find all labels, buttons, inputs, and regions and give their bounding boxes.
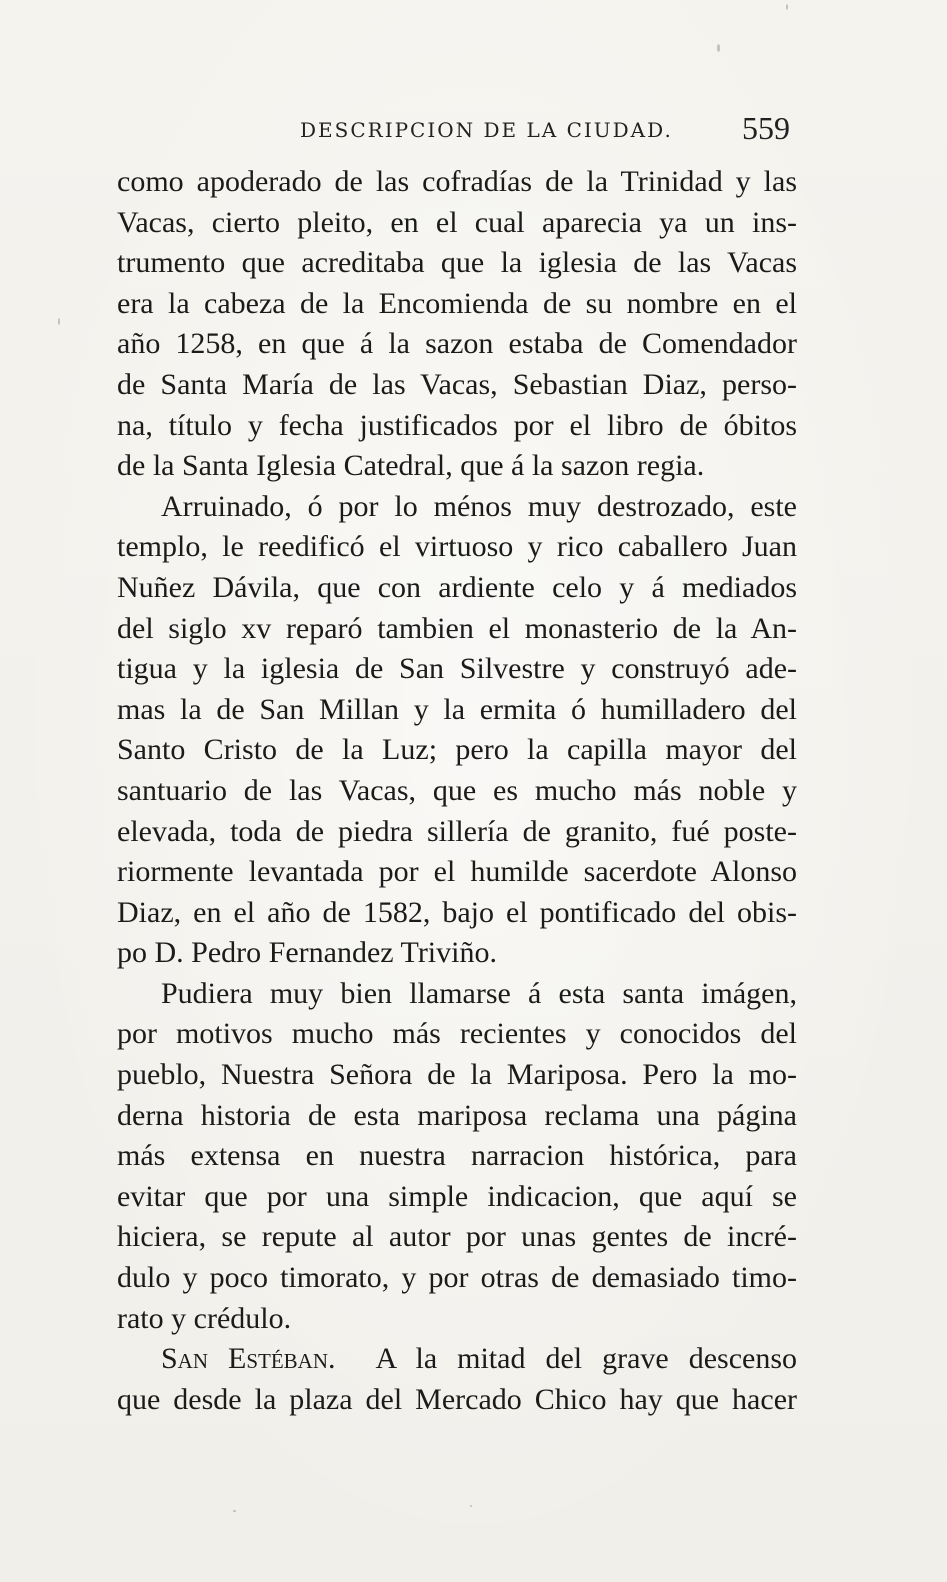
- paragraph-start: Arruinado, ó por lo ménos muy destrozado, este: [161, 489, 797, 523]
- text-line: trumento que acreditaba que la iglesia de las Vacas: [117, 246, 797, 280]
- text-line: Vacas, cierto pleito, en el cual aparecia ya un ins-: [117, 205, 797, 239]
- text-line: riormente levantada por el humilde sacerdote Alonso: [117, 855, 797, 889]
- section-start-line: [117, 1339, 797, 1380]
- text-line: hiciera, se repute al autor por unas gentes de incré-: [117, 1220, 797, 1254]
- paper-speck: [233, 1510, 236, 1512]
- paper-speck: [58, 318, 60, 325]
- text-line: de la Santa Iglesia Catedral, que á la sazon regia.: [117, 449, 705, 483]
- paragraph-start: Pudiera muy bien llamarse á esta santa imágen,: [161, 976, 797, 1010]
- text-line: dulo y poco timorato, y por otras de demasiado timo-: [117, 1261, 797, 1295]
- text-line: de Santa María de las Vacas, Sebastian Diaz, perso-: [117, 367, 797, 401]
- paper-speck: [470, 1505, 472, 1507]
- body-text: [117, 162, 797, 1420]
- text-line: pueblo, Nuestra Señora de la Mariposa. Pero la mo-: [117, 1058, 797, 1092]
- text-line: derna historia de esta mariposa reclama una página: [117, 1098, 797, 1132]
- text-line: tigua y la iglesia de San Silvestre y construyó ade-: [117, 652, 797, 686]
- text-line: del siglo xv reparó tambien el monasterio de la An-: [117, 611, 797, 645]
- text-line: evitar que por una simple indicacion, que aquí se: [117, 1179, 797, 1213]
- text-line: Nuñez Dávila, que con ardiente celo y á mediados: [117, 570, 797, 604]
- text-line: po D. Pedro Fernandez Triviño.: [117, 936, 497, 970]
- text-line: como apoderado de las cofradías de la Trinidad y las: [117, 165, 797, 198]
- text-line: más extensa en nuestra narracion histórica, para: [117, 1139, 797, 1173]
- text-line: era la cabeza de la Encomienda de su nombre en el: [117, 286, 797, 320]
- text-line: Santo Cristo de la Luz; pero la capilla mayor del: [117, 733, 797, 767]
- text-line: mas la de San Millan y la ermita ó humilladero del: [117, 692, 797, 726]
- text-line: por motivos mucho más recientes y conocidos del: [117, 1017, 797, 1051]
- paper-speck: [717, 44, 720, 52]
- running-title: DESCRIPCION DE LA CIUDAD.: [300, 118, 673, 142]
- section-text: A la mitad del grave descenso: [375, 1342, 797, 1376]
- text-line: templo, le reedificó el virtuoso y rico caballero Juan: [117, 530, 797, 564]
- text-line: que desde la plaza del Mercado Chico hay que hacer: [117, 1382, 797, 1416]
- page-number: 559: [742, 110, 790, 146]
- text-line: santuario de las Vacas, que es mucho más noble y: [117, 773, 797, 807]
- text-line: Diaz, en el año de 1582, bajo el pontificado del obis-: [117, 895, 797, 929]
- text-line: año 1258, en que á la sazon estaba de Comendador: [117, 327, 797, 361]
- paper-speck: [786, 4, 788, 10]
- section-heading-san-esteban: San Estéban.: [161, 1342, 336, 1376]
- text-line: rato y crédulo.: [117, 1301, 292, 1335]
- text-line: na, título y fecha justificados por el libro de óbitos: [117, 408, 797, 442]
- text-line: elevada, toda de piedra sillería de granito, fué poste-: [117, 814, 797, 848]
